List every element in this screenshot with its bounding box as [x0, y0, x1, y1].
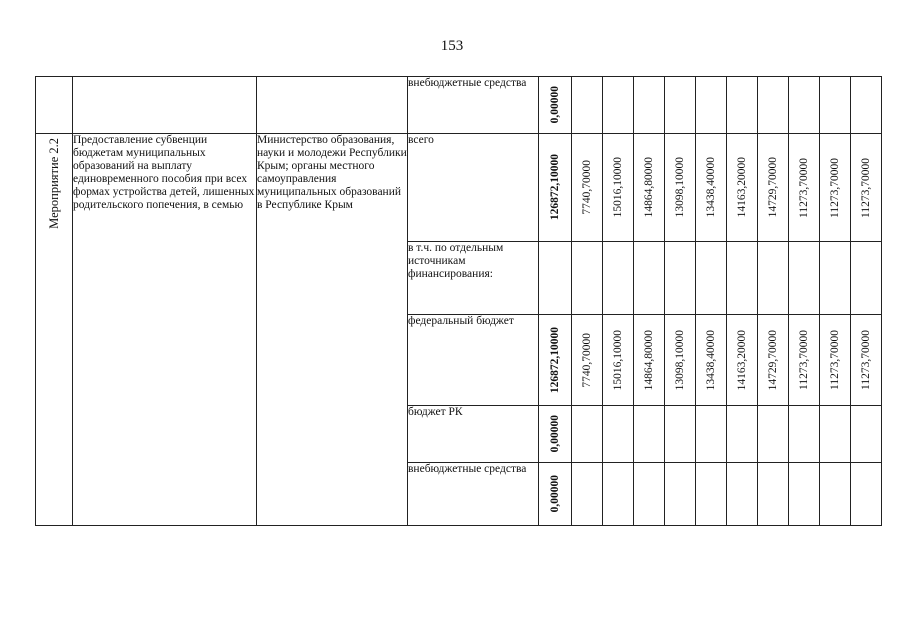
total-value: 0,00000 — [548, 415, 561, 453]
year-value-cell — [696, 242, 727, 315]
year-value-cell — [727, 406, 758, 463]
funding-source-cell — [408, 134, 539, 242]
year-value-cell — [665, 77, 696, 134]
year-value-cell — [727, 242, 758, 315]
year-value-cell — [603, 242, 634, 315]
year-value-cell — [820, 315, 851, 406]
year-value: 11273,70000 — [828, 157, 841, 218]
year-value-cell — [634, 242, 665, 315]
year-value-cell — [789, 242, 820, 315]
funding-source-cell — [408, 463, 539, 526]
year-value-cell — [851, 134, 882, 242]
total-cell — [539, 463, 572, 526]
year-value-cell — [820, 134, 851, 242]
funding-source: внебюджетные средства — [408, 77, 527, 89]
year-value: 13098,10000 — [673, 157, 686, 218]
funding-source-cell — [408, 77, 539, 134]
year-value-cell — [603, 315, 634, 406]
year-value-cell — [634, 134, 665, 242]
year-value: 11273,70000 — [797, 157, 810, 218]
year-value: 13438,40000 — [704, 329, 717, 391]
total-cell — [539, 134, 572, 242]
funding-source: в т.ч. по отдельным источникам финансирования: — [408, 242, 504, 280]
year-value-cell — [727, 463, 758, 526]
year-value-cell — [665, 242, 696, 315]
year-value-cell — [820, 77, 851, 134]
measure-label-cell — [36, 134, 73, 526]
year-value: 13098,10000 — [673, 329, 686, 391]
description-cell-top — [73, 77, 257, 134]
year-value-cell — [758, 406, 789, 463]
table-row — [36, 134, 882, 242]
year-value-cell — [851, 463, 882, 526]
year-value-cell — [789, 406, 820, 463]
measure-executor: Министерство образования, науки и молодежи Республики Крым; органы местного самоуправления муниципальных образований в Республике Крым — [257, 134, 407, 211]
year-value-cell — [603, 463, 634, 526]
year-value-cell — [665, 463, 696, 526]
year-value-cell — [603, 77, 634, 134]
table-body — [36, 77, 882, 526]
year-value-cell — [572, 315, 603, 406]
measure-executor-cell — [257, 134, 408, 526]
funding-source: внебюджетные средства — [408, 463, 527, 475]
year-value-cell — [758, 463, 789, 526]
year-value-cell — [603, 406, 634, 463]
year-value: 15016,10000 — [611, 157, 624, 218]
year-value: 14163,20000 — [735, 157, 748, 218]
year-value: 14163,20000 — [735, 329, 748, 391]
year-value-cell — [851, 242, 882, 315]
year-value: 14729,70000 — [766, 157, 779, 218]
year-value-cell — [727, 134, 758, 242]
year-value-cell — [696, 406, 727, 463]
year-value-cell — [665, 134, 696, 242]
total-cell — [539, 315, 572, 406]
year-value-cell — [696, 463, 727, 526]
year-value: 11273,70000 — [859, 330, 872, 390]
total-cell — [539, 77, 572, 134]
year-value-cell — [851, 406, 882, 463]
year-value: 11273,70000 — [828, 330, 841, 390]
year-value-cell — [572, 406, 603, 463]
year-value-cell — [727, 315, 758, 406]
year-value: 14729,70000 — [766, 329, 779, 391]
funding-source-cell — [408, 406, 539, 463]
year-value-cell — [758, 315, 789, 406]
year-value-cell — [572, 463, 603, 526]
year-value: 14864,80000 — [642, 329, 655, 391]
funding-source-cell — [408, 242, 539, 315]
funding-source: бюджет РК — [408, 406, 463, 418]
year-value: 13438,40000 — [704, 157, 717, 218]
total-value: 0,00000 — [548, 475, 561, 513]
year-value-cell — [696, 134, 727, 242]
funding-source: федеральный бюджет — [408, 315, 514, 327]
year-value-cell — [851, 77, 882, 134]
year-value-cell — [851, 315, 882, 406]
year-value-cell — [634, 406, 665, 463]
measure-description-cell — [73, 134, 257, 526]
year-value-cell — [789, 463, 820, 526]
year-value-cell — [634, 77, 665, 134]
year-value-cell — [758, 77, 789, 134]
year-value-cell — [758, 242, 789, 315]
year-value-cell — [727, 77, 758, 134]
funding-source-cell — [408, 315, 539, 406]
year-value-cell — [696, 315, 727, 406]
page-number: 153 — [440, 38, 464, 54]
year-value-cell — [634, 315, 665, 406]
executor-cell-top — [257, 77, 408, 134]
year-value-cell — [665, 315, 696, 406]
year-value-cell — [572, 77, 603, 134]
total-cell — [539, 242, 572, 315]
budget-table — [35, 76, 882, 526]
year-value-cell — [572, 242, 603, 315]
total-value: 0,00000 — [548, 86, 561, 124]
year-value-cell — [820, 406, 851, 463]
total-cell — [539, 406, 572, 463]
measure-label: Мероприятие 2.2 — [46, 138, 61, 229]
year-value: 11273,70000 — [859, 157, 872, 218]
funding-source: всего — [408, 134, 434, 146]
year-value-cell — [758, 134, 789, 242]
total-value: 126872,10000 — [548, 326, 561, 394]
year-value-cell — [789, 315, 820, 406]
year-value: 15016,10000 — [611, 329, 624, 391]
year-value-cell — [820, 463, 851, 526]
year-value-cell — [789, 77, 820, 134]
year-value-cell — [572, 134, 603, 242]
year-value: 11273,70000 — [797, 330, 810, 390]
year-value-cell — [603, 134, 634, 242]
total-value: 126872,10000 — [548, 154, 561, 221]
year-value-cell — [789, 134, 820, 242]
measure-description: Предоставление субвенции бюджетам муниципальных образований на выплату единовременного пособия при всех формах устройства детей, лишенных родительского попечения, в семью — [73, 134, 255, 211]
table-row — [36, 77, 882, 134]
year-value-cell — [820, 242, 851, 315]
year-value-cell — [634, 463, 665, 526]
year-value-cell — [696, 77, 727, 134]
year-value-cell — [665, 406, 696, 463]
year-value: 7740,70000 — [580, 160, 593, 215]
label-cell-top — [36, 77, 73, 134]
year-value: 14864,80000 — [642, 157, 655, 218]
year-value: 7740,70000 — [580, 332, 593, 388]
